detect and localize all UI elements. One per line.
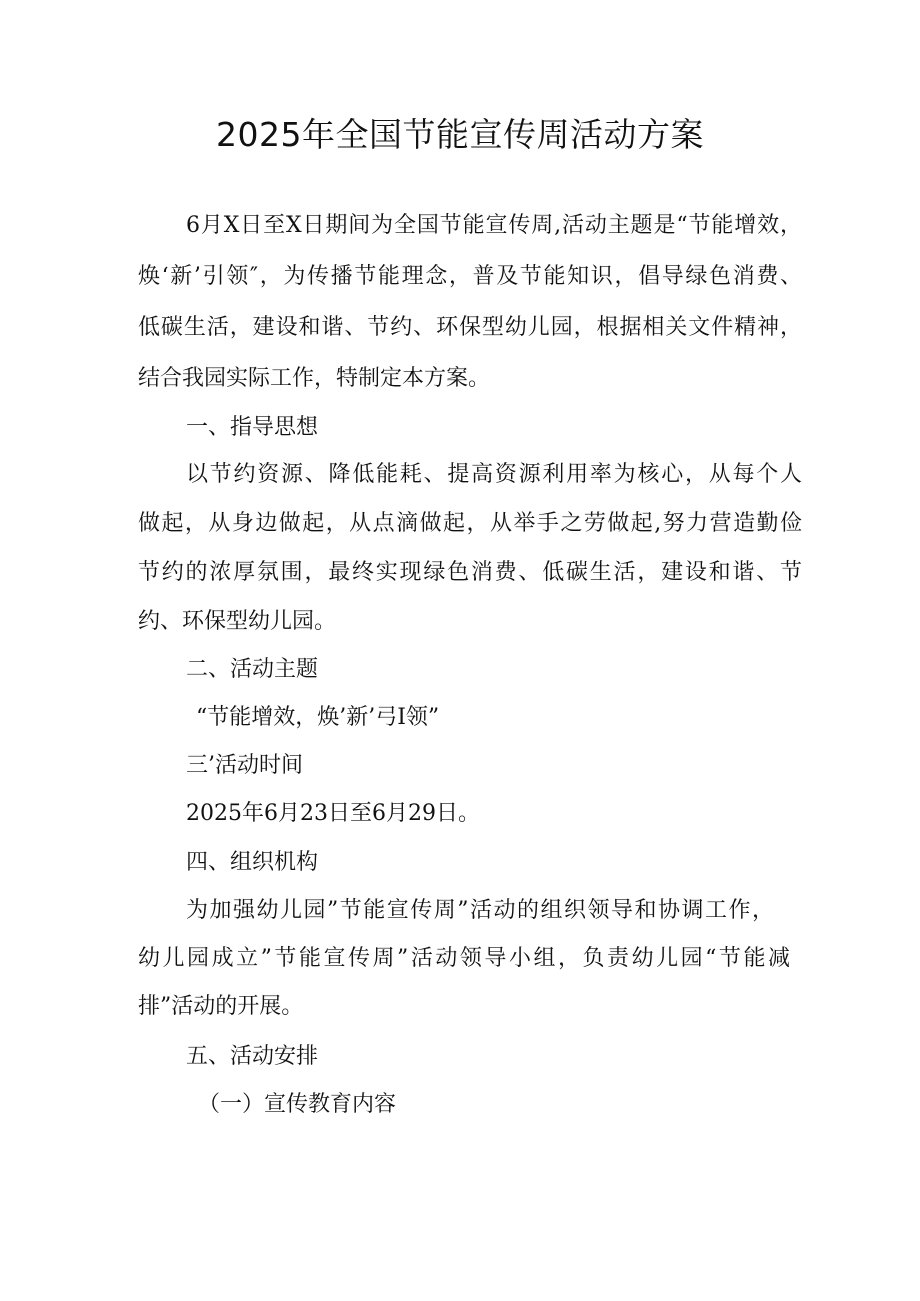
section2-heading: 二、活动主题 <box>186 657 319 682</box>
document-title: 2025年全国节能宣传周活动方案 <box>216 115 704 154</box>
section1-line-1: 以节约资源、降低能耗、提高资源利用率为核心，从每个人 <box>186 462 802 487</box>
section1-line-2: 做起，从身边做起，从点滴做起，从举手之劳做起,努力营造勤俭 <box>138 511 802 536</box>
intro-line-4: 结合我园实际工作，特制定本方案。 <box>138 366 491 391</box>
section4-line-1: 为加强幼儿园”节能宣传周”活动的组织领导和协调工作， <box>186 898 774 923</box>
section2-theme: “节能增效，焕’新’弓I领” <box>196 705 440 730</box>
section1-heading: 一、指导思想 <box>186 415 319 440</box>
section4-line-3: 排”活动的开展。 <box>138 994 304 1019</box>
section4-heading: 四、组织机构 <box>186 850 319 875</box>
section5-subheading: （一）宣传教育内容 <box>198 1092 397 1117</box>
section1-line-4: 约、环保型幼儿园。 <box>138 609 337 634</box>
intro-line-1: 6月X日至X日期间为全国节能宣传周,活动主题是“节能增效， <box>186 213 802 238</box>
section5-heading: 五、活动安排 <box>186 1044 319 1069</box>
intro-line-2: 焕‘新’引领″，为传播节能理念，普及节能知识，倡导绿色消费、 <box>138 264 802 289</box>
section3-date: 2025年6月23日至6月29日。 <box>186 801 480 826</box>
section3-heading: 三’活动时间 <box>186 753 303 778</box>
section4-line-2: 幼儿园成立”节能宣传周”活动领导小组，负责幼儿园“节能减 <box>138 946 790 971</box>
section1-line-3: 节约的浓厚氛围，最终实现绿色消费、低碳生活，建设和谐、节 <box>138 560 802 585</box>
intro-line-3: 低碳生活，建设和谐、节约、环保型幼儿园，根据相关文件精神， <box>138 315 802 340</box>
